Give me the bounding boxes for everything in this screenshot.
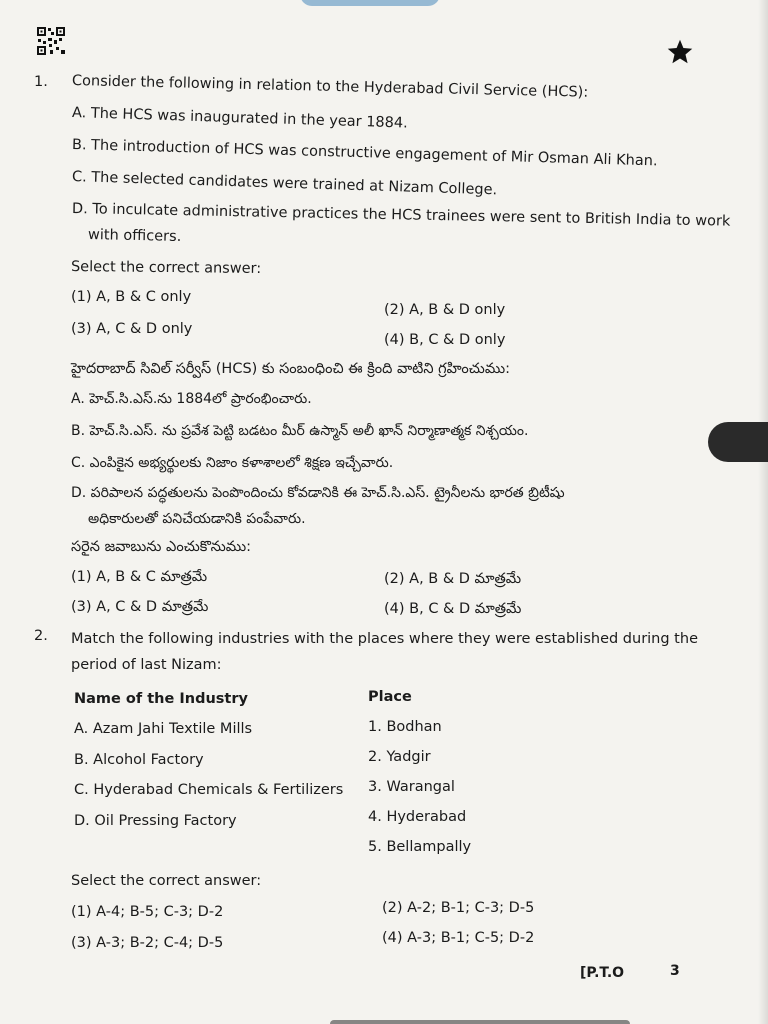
select-answer-label: Select the correct answer: xyxy=(70,259,262,277)
star-icon xyxy=(666,38,694,66)
industry-b: B. Alcohol Factory xyxy=(74,752,204,768)
select-answer-label: Select the correct answer: xyxy=(71,873,262,889)
question-stem-line2: period of last Nizam: xyxy=(71,657,222,673)
binder-tab xyxy=(708,422,768,462)
page-edge-shadow xyxy=(758,0,768,1024)
telugu-statement-a: A. హెచ్.సి.ఎస్.ను 1884లో ప్రారంభించారు. xyxy=(71,391,312,407)
pto-label: [P.T.O xyxy=(580,965,625,981)
telugu-statement-d-cont: అధికారులతో పనిచేయడానికి పంపేవారు. xyxy=(88,511,306,527)
option-1: (1) A-4; B-5; C-3; D-2 xyxy=(71,904,224,920)
option-3: (3) A-3; B-2; C-4; D-5 xyxy=(71,935,224,951)
telugu-select-label: సరైన జవాబును ఎంచుకొనుము: xyxy=(71,539,252,555)
question-stem-line1: Match the following industries with the places where they were established during the xyxy=(71,631,698,647)
industry-a: A. Azam Jahi Textile Mills xyxy=(74,721,253,737)
statement-a: A. The HCS was inaugurated in the year 1884. xyxy=(71,105,408,132)
place-5: 5. Bellampally xyxy=(368,839,472,855)
place-3: 3. Warangal xyxy=(368,779,455,795)
qr-code-icon xyxy=(36,26,66,56)
telugu-statement-c: C. ఎంపికైన అభ్యర్థులకు నిజాం కళాశాలలో శిక్షణ ఇచ్చేవారు. xyxy=(71,455,394,471)
option-3: (3) A, C & D only xyxy=(71,321,193,337)
telugu-option-1: (1) A, B & C మాత్రమే xyxy=(71,569,208,585)
telugu-option-4: (4) B, C & D మాత్రమే xyxy=(384,601,522,617)
industry-c: C. Hyderabad Chemicals & Fertilizers xyxy=(74,782,344,798)
question-number: 2. xyxy=(34,628,48,644)
telugu-statement-b: B. హెచ్.సి.ఎస్. ను ప్రవేశ పెట్టి బడటం మీర్ ఉస్మాన్ అలీ ఖాన్ నిర్మాణాత్మక నిశ్చయం. xyxy=(71,423,529,439)
telugu-stem: హైదరాబాద్ సివిల్ సర్వీస్ (HCS) కు సంబంధించి ఈ క్రింది వాటిని గ్రహించుము: xyxy=(71,361,511,377)
place-1: 1. Bodhan xyxy=(368,719,442,735)
top-color-band xyxy=(300,0,440,6)
telugu-option-3: (3) A, C & D మాత్రమే xyxy=(71,599,209,615)
option-2: (2) A, B & D only xyxy=(384,302,506,318)
industry-d: D. Oil Pressing Factory xyxy=(74,813,237,829)
page-number: 3 xyxy=(670,963,680,979)
statement-b: B. The introduction of HCS was constructive engagement of Mir Osman Ali Khan. xyxy=(71,137,658,170)
option-4: (4) B, C & D only xyxy=(384,332,506,348)
statement-d-cont: with officers. xyxy=(87,227,182,245)
question-number: 1. xyxy=(34,74,48,90)
telugu-statement-d: D. పరిపాలన పద్ధతులను పెంపొందించు కోవడానికి ఈ హెచ్.సి.ఎస్. ట్రైనీలను భారత బ్రిటీషు xyxy=(71,485,565,501)
place-2: 2. Yadgir xyxy=(368,749,431,765)
option-2: (2) A-2; B-1; C-3; D-5 xyxy=(382,900,535,916)
column-header-industry: Name of the Industry xyxy=(74,691,248,707)
option-1: (1) A, B & C only xyxy=(71,289,192,305)
telugu-option-2: (2) A, B & D మాత్రమే xyxy=(384,571,522,587)
option-4: (4) A-3; B-1; C-5; D-2 xyxy=(382,930,535,946)
place-4: 4. Hyderabad xyxy=(368,809,467,825)
statement-d: D. To inculcate administrative practices the HCS trainees were sent to British India to work xyxy=(71,201,731,230)
bottom-shadow xyxy=(330,1020,630,1024)
question-stem: Consider the following in relation to the Hyderabad Civil Service (HCS): xyxy=(71,73,589,101)
statement-c: C. The selected candidates were trained at Nizam College. xyxy=(71,169,498,199)
column-header-place: Place xyxy=(368,689,412,705)
